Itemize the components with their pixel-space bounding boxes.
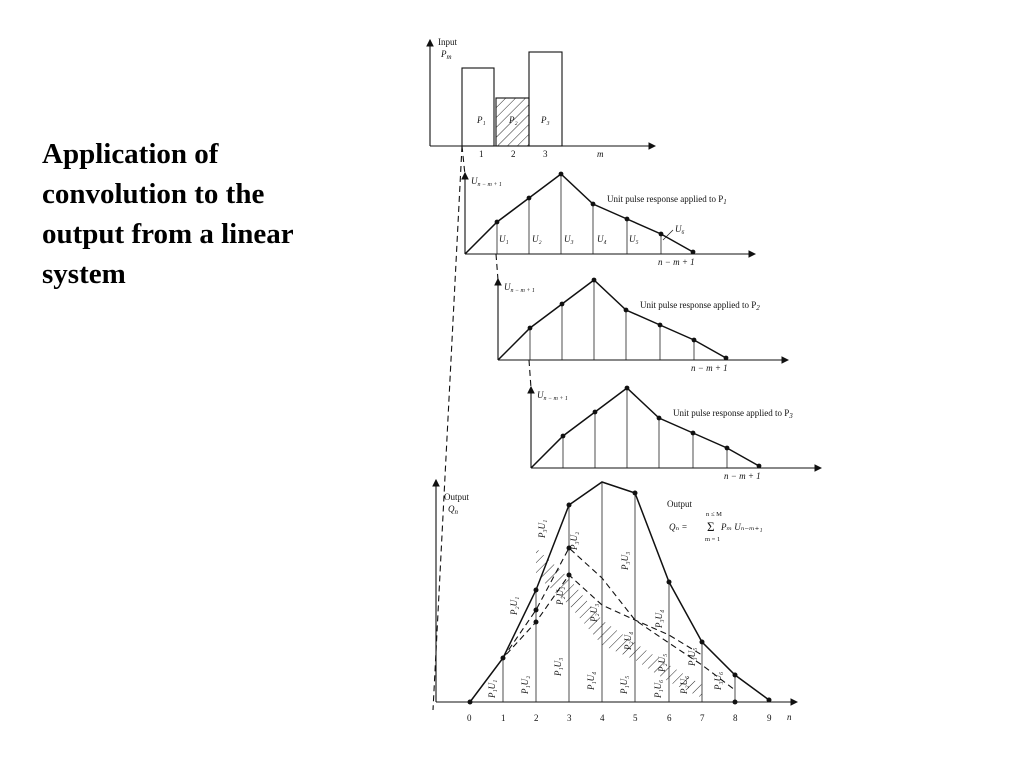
response-1-label-u3: U₃: [564, 234, 574, 244]
input-bar-label-p1: P₁: [477, 115, 486, 125]
response-2-y-label: $U_{n - m + 1}$: [504, 282, 535, 294]
response-3-points: [561, 386, 762, 469]
input-bar-label-p2: P₂: [509, 115, 518, 125]
response-2-points: [528, 278, 729, 361]
term-p1u6: P₁U₆: [653, 679, 663, 698]
output-tick-3: 3: [567, 713, 572, 723]
response-3-verticals: [563, 388, 727, 468]
slide-title: [42, 134, 362, 294]
input-x-axis-label: m: [597, 149, 604, 159]
output-tick-8: 8: [733, 713, 738, 723]
formula-sum: Σ: [707, 519, 715, 534]
response-1-label-u1: U₁: [499, 234, 509, 244]
response-2-verticals: [530, 280, 694, 360]
term-p3u1: P₃U₁: [537, 519, 547, 538]
response-1-caption: Unit pulse response applied to $P_1$: [607, 194, 727, 206]
output-tick-0: 0: [467, 713, 472, 723]
output-term-labels: [487, 520, 723, 699]
term-p3u3: P₃U₃: [620, 551, 630, 570]
output-tick-2: 2: [534, 713, 539, 723]
term-p1u1: P₁U₁: [487, 679, 497, 698]
input-tick-2: 2: [511, 149, 516, 159]
input-bar-label-p3: P₃: [541, 115, 550, 125]
response-1-x-label: n − m + 1: [658, 257, 695, 267]
output-tick-7: 7: [700, 713, 705, 723]
response-1-label-u6: U₆: [675, 224, 685, 234]
response-1-label-u2: U₂: [532, 234, 542, 244]
connector-p1: [462, 146, 465, 175]
connector-left: [433, 146, 462, 710]
response-panel-2: [498, 278, 788, 373]
term-p1u2: P₁U₂: [520, 675, 530, 694]
output-formula: [667, 499, 763, 543]
formula-rhs: Pₘ Uₙ₋ₘ₊₁: [721, 522, 763, 532]
output-tick-6: 6: [667, 713, 672, 723]
input-tick-1: 1: [479, 149, 484, 159]
term-p2u3: P₂U₃: [589, 603, 599, 622]
output-tick-1: 1: [501, 713, 506, 723]
input-axis-symbol: $P_m$: [441, 49, 452, 61]
output-axis-label: Output: [444, 492, 470, 502]
response-panel-1: [465, 172, 755, 267]
title-line-4: system: [42, 258, 126, 290]
output-total-curve: [470, 482, 769, 702]
term-p2u6: P₂U₆: [679, 675, 689, 694]
response-1-points: [495, 172, 696, 255]
output-x-axis-label: n: [787, 712, 792, 722]
term-p1u4: P₁U₄: [586, 671, 596, 690]
response-1-label-u5: U₅: [629, 234, 639, 244]
response-3-x-label: n − m + 1: [724, 471, 761, 481]
input-axis-label: Input: [438, 37, 457, 47]
term-p3u4: P₃U₄: [654, 609, 664, 628]
output-x-ticks: [467, 712, 792, 723]
formula-lhs: Qₙ =: [669, 522, 688, 532]
output-panel: [436, 480, 797, 723]
response-2-x-label: n − m + 1: [691, 363, 728, 373]
connector-p2: [496, 254, 498, 280]
response-1-label-u4: U₄: [597, 234, 607, 244]
output-axis-symbol: $Q_n$: [448, 504, 458, 516]
output-tick-5: 5: [633, 713, 638, 723]
panel-connectors: [433, 146, 531, 710]
response-3-caption: Unit pulse response applied to $P_3$: [673, 408, 793, 420]
input-bar-p3: [529, 52, 562, 146]
title-line-2: convolution to the: [42, 178, 265, 210]
term-p3u2: P₃U₂: [569, 531, 579, 550]
output-verticals: [503, 482, 735, 702]
convolution-diagram: [425, 30, 835, 740]
formula-lower-limit: m = 1: [705, 536, 721, 543]
term-p3u5: P₃U₅: [687, 647, 697, 666]
term-p1u5: P₁U₅: [619, 675, 629, 694]
output-tick-9: 9: [767, 713, 772, 723]
term-p2u2: P₂U₂: [555, 586, 565, 605]
formula-title: Output: [667, 499, 693, 509]
term-p3u6: P₃U₆: [713, 671, 723, 690]
output-tick-4: 4: [600, 713, 605, 723]
response-1-y-label: $U_{n - m + 1}$: [471, 176, 502, 188]
term-p2u5: P₂U₅: [657, 653, 667, 672]
input-tick-3: 3: [543, 149, 548, 159]
term-p2u1: P₂U₁: [509, 596, 519, 615]
title-line-3: output from a linear: [42, 218, 294, 250]
connector-p3: [529, 360, 531, 388]
term-p1u3: P₁U₃: [553, 657, 563, 676]
title-line-1: Application of: [42, 138, 219, 170]
response-panel-3: [531, 386, 821, 481]
term-p2u4: P₂U₄: [623, 631, 633, 650]
response-2-caption: Unit pulse response applied to $P_2$: [640, 300, 760, 312]
formula-upper-limit: n ≤ M: [706, 511, 722, 518]
response-3-y-label: $U_{n - m + 1}$: [537, 390, 568, 402]
input-bar-p1: [462, 68, 494, 146]
input-panel: [430, 37, 655, 159]
